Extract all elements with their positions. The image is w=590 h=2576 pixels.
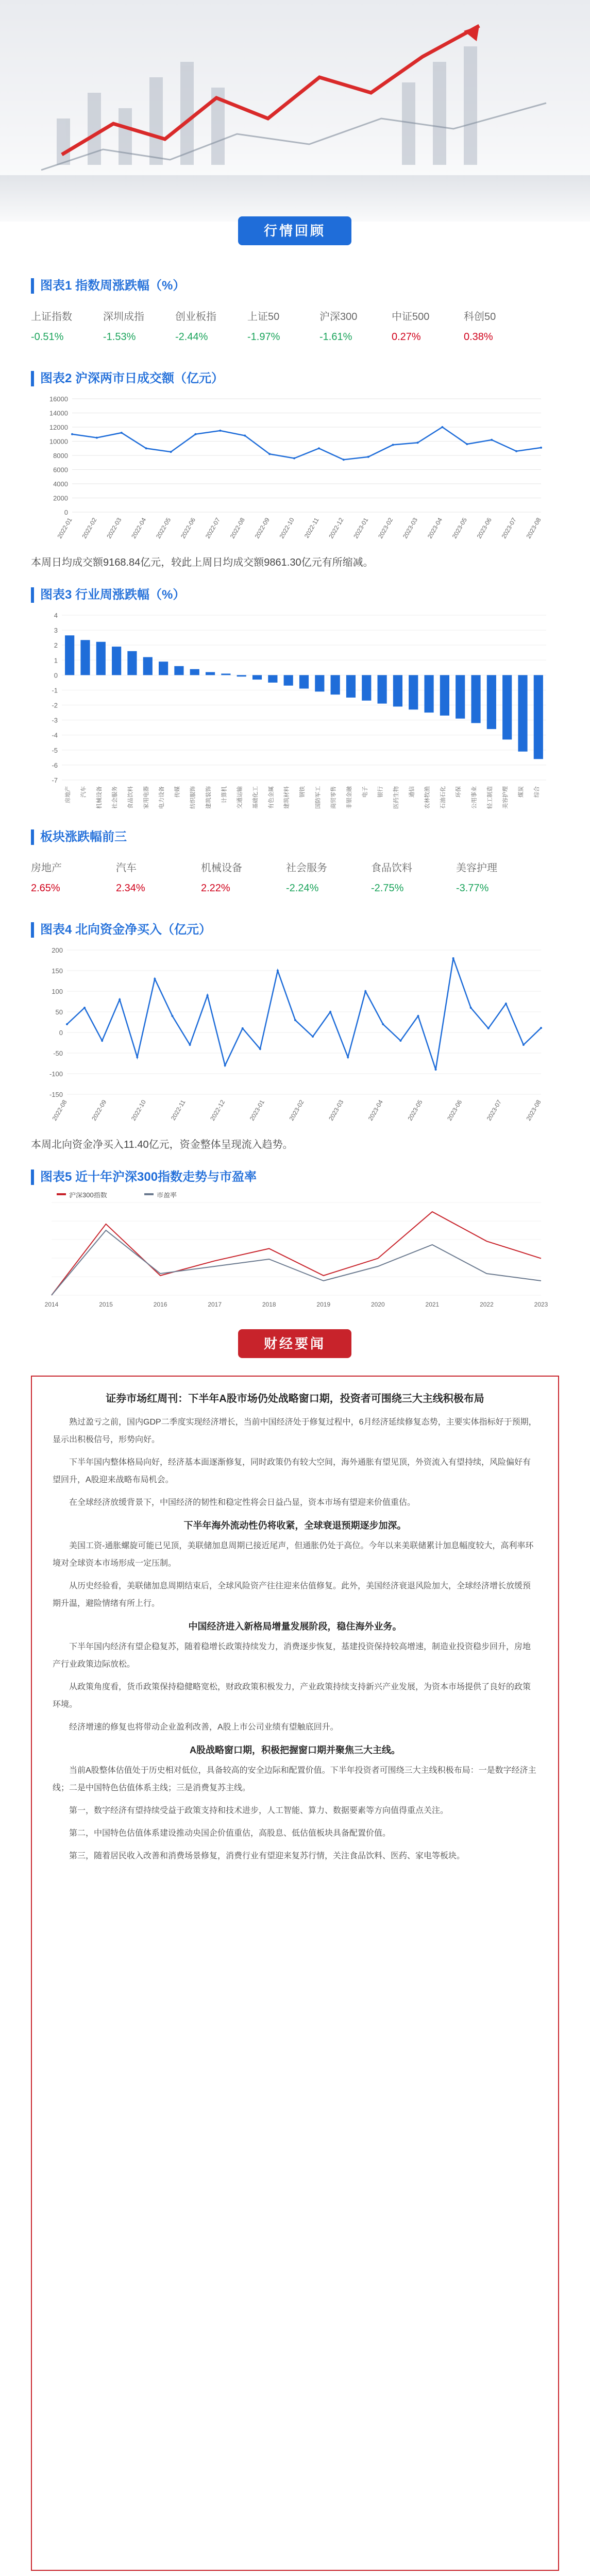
x-tick-label: 2022-01	[56, 516, 74, 540]
industry-bar	[456, 675, 465, 718]
category-label: 煤炭	[518, 786, 525, 798]
article-paragraph: 第三，随着居民收入改善和消费场景修复，消费行业有望迎来复苏行情，关注食品饮料、医药、家电等板块。	[69, 1852, 465, 1860]
x-tick-label: 2019	[316, 1301, 331, 1308]
x-tick-label: 2023-08	[525, 1098, 543, 1122]
category-label: 纺织服饰	[190, 786, 196, 809]
industry-bar	[190, 669, 199, 675]
article-paragraph: 下半年国内整体格局向好，经济基本面逐渐修复，同时政策仍有较大空间，海外通胀有望见顶，外资流入有望持续，风险偏好有望回升，A股迎来战略布局机会。	[53, 1458, 531, 1484]
industry-bar	[471, 675, 480, 723]
category-label: 非银金融	[346, 786, 352, 809]
industry-bar	[65, 635, 74, 675]
sector-value: -2.24%	[286, 883, 319, 894]
sector-table	[31, 855, 541, 899]
x-tick-label: 2023-05	[450, 516, 468, 540]
index-value: -1.61%	[319, 331, 352, 343]
x-tick-label: 2022-12	[209, 1098, 227, 1122]
industry-bar	[127, 651, 137, 675]
turnover-point	[145, 447, 147, 449]
hs300-series-line	[52, 1212, 541, 1295]
northbound-point	[399, 1040, 401, 1042]
northbound-point	[540, 1027, 542, 1029]
index-value: 0.38%	[464, 331, 493, 343]
fig5-section	[31, 1170, 559, 1318]
y-tick-label: 8000	[53, 452, 68, 460]
hs300-pe-chart	[31, 1192, 559, 1316]
x-tick-label: 2014	[44, 1301, 59, 1308]
turnover-point	[515, 450, 517, 452]
northbound-point	[66, 1023, 68, 1025]
turnover-point	[367, 456, 369, 458]
turnover-point	[293, 457, 295, 460]
y-tick-label: -100	[49, 1070, 63, 1078]
y-tick-label: 14000	[49, 409, 68, 417]
x-tick-label: 2022-11	[302, 516, 321, 539]
category-label: 家用电器	[143, 786, 149, 809]
x-tick-label: 2023-07	[500, 516, 518, 540]
fig5-title: 图表5 近十年沪深300指数走势与市盈率	[31, 1170, 559, 1185]
northbound-point	[136, 1056, 138, 1058]
y-tick-label: -1	[52, 686, 58, 694]
y-tick-label: 2	[54, 641, 58, 650]
legend-swatch	[144, 1193, 154, 1195]
x-tick-label: 2023-04	[426, 516, 444, 540]
turnover-series-line	[72, 427, 541, 460]
northbound-point	[119, 998, 121, 1001]
fig2-note: 本周日均成交额9168.84亿元，较此上周日均成交额9861.30亿元有所缩减。	[31, 557, 374, 568]
legend-label: 市盈率	[157, 1192, 177, 1199]
turnover-point	[318, 447, 320, 449]
industry-bar	[206, 672, 215, 675]
y-tick-label: 4	[54, 612, 58, 619]
y-tick-label: -5	[52, 746, 58, 754]
industry-bar	[518, 675, 527, 751]
x-tick-label: 2020	[370, 1301, 385, 1308]
article-paragraph: 熟过盈亏之前，国内GDP二季度实现经济增长，当前中国经济处于修复过程中，6月经济延续修复态势，主要实体指标好于预期，显示出积极信号，形势向好。	[53, 1418, 537, 1444]
x-tick-label: 2023-06	[446, 1098, 464, 1122]
y-tick-label: 150	[52, 967, 63, 975]
category-label: 电子	[362, 786, 368, 798]
x-tick-label: 2022-11	[169, 1098, 187, 1122]
article-paragraph: 美国工资-通胀螺旋可能已见顶，美联储加息周期已接近尾声，但通胀仍处于高位。今年以来美联储累计加息幅度较大，高利率环境对全球资本市场形成一定压制。	[53, 1541, 534, 1568]
sector-value: 2.65%	[31, 883, 60, 894]
y-tick-label: -150	[49, 1091, 63, 1098]
x-tick-label: 2021	[425, 1301, 440, 1308]
northbound-point	[505, 1003, 507, 1005]
y-tick-label: 10000	[49, 437, 68, 446]
industry-bar	[143, 657, 153, 675]
category-label: 石油石化	[440, 786, 446, 809]
article-subheading: 中国经济进入新格局增量发展阶段，稳住海外业务。	[188, 1621, 402, 1632]
sector-value: 2.22%	[201, 883, 230, 894]
y-tick-label: 3	[54, 626, 58, 635]
y-tick-label: -3	[52, 716, 58, 724]
x-tick-label: 2023-03	[327, 1098, 345, 1122]
industry-bar	[362, 675, 371, 700]
category-label: 环保	[456, 786, 462, 798]
northbound-point	[364, 990, 366, 992]
x-tick-label: 2023-02	[377, 516, 395, 540]
sector-value: -2.75%	[371, 883, 404, 894]
category-label: 电力设备	[159, 786, 165, 809]
sector-header: 汽车	[116, 862, 137, 874]
index-table	[31, 304, 536, 347]
y-tick-label: -50	[53, 1049, 63, 1057]
industry-bar	[96, 642, 106, 675]
industry-bar	[315, 675, 324, 691]
x-tick-label: 2022-08	[228, 516, 246, 540]
legend-swatch	[57, 1193, 66, 1195]
northbound-point	[417, 1015, 419, 1017]
x-tick-label: 2022-08	[50, 1098, 69, 1122]
turnover-point	[96, 437, 98, 439]
northbound-point	[294, 1019, 296, 1021]
category-label: 美容护理	[502, 786, 509, 809]
fig2-section	[31, 371, 559, 569]
index-header: 上证50	[247, 311, 280, 323]
northbound-point	[382, 1023, 384, 1025]
category-label: 钢铁	[299, 786, 306, 798]
turnover-point	[268, 453, 271, 455]
y-tick-label: 100	[52, 988, 63, 995]
category-label: 银行	[377, 786, 384, 798]
northbound-point	[224, 1064, 226, 1066]
hero-graphic	[0, 0, 590, 222]
northbound-point	[207, 994, 209, 996]
y-tick-label: 2000	[53, 494, 68, 502]
article-paragraph: 从政策角度看，货币政策保持稳健略宽松，财政政策积极发力，产业政策持续支持新兴产业发展，为资本市场提供了良好的政策环境。	[53, 1683, 531, 1709]
y-tick-label: 6000	[53, 466, 68, 474]
index-header: 上证指数	[31, 311, 72, 323]
y-tick-label: 200	[52, 946, 63, 954]
northbound-point	[329, 1011, 331, 1013]
turnover-point	[194, 433, 196, 435]
turnover-point	[417, 442, 419, 444]
category-label: 基础化工	[252, 786, 259, 809]
sector-value-row	[31, 878, 541, 899]
x-tick-label: 2022-04	[130, 516, 148, 540]
y-tick-label: 0	[59, 1029, 63, 1037]
x-tick-label: 2022-09	[90, 1098, 108, 1122]
x-tick-label: 2022-10	[278, 516, 296, 540]
x-tick-label: 2023-02	[288, 1098, 306, 1122]
northbound-point	[312, 1036, 314, 1038]
northbound-point	[83, 1007, 86, 1009]
x-tick-label: 2023-06	[475, 516, 493, 540]
sector-header: 食品饮料	[371, 862, 412, 874]
sector-header: 机械设备	[201, 862, 242, 874]
y-tick-label: -7	[52, 776, 58, 784]
x-tick-label: 2015	[99, 1301, 113, 1308]
fig4-section	[31, 922, 559, 1151]
x-tick-label: 2016	[153, 1301, 167, 1308]
northbound-point	[259, 1048, 261, 1050]
industry-bar	[393, 675, 402, 706]
y-tick-label: 4000	[53, 480, 68, 488]
northbound-point	[171, 1015, 173, 1017]
category-label: 商贸零售	[330, 786, 337, 809]
northbound-point	[189, 1044, 191, 1046]
category-label: 农林牧渔	[424, 786, 431, 809]
northbound-point	[487, 1027, 490, 1029]
x-tick-label: 2022-07	[204, 516, 222, 540]
sector-title: 板块涨跌幅前三	[31, 829, 559, 845]
x-tick-label: 2023-04	[366, 1098, 384, 1122]
index-header: 科创50	[464, 311, 496, 323]
x-tick-label: 2022-03	[105, 516, 123, 540]
y-tick-label: 50	[55, 1008, 63, 1016]
article-paragraph: 第一，数字经济有望持续受益于政策支持和技术进步，人工智能、算力、数据要素等方向值得重点关注。	[69, 1806, 449, 1815]
index-header: 中证500	[392, 311, 430, 323]
x-tick-label: 2023-08	[525, 516, 543, 540]
northbound-point	[522, 1044, 525, 1046]
index-header: 创业板指	[175, 311, 216, 323]
industry-bar	[252, 675, 262, 680]
sector-header-row	[31, 855, 541, 878]
industry-bar	[112, 647, 121, 675]
turnover-point	[170, 451, 172, 453]
industry-bar	[80, 640, 90, 675]
fig4-title: 图表4 北向资金净买入（亿元）	[31, 922, 559, 938]
industry-bar	[424, 675, 433, 713]
index-header: 沪深300	[319, 311, 358, 323]
industry-bar	[487, 675, 496, 729]
industry-bar	[237, 675, 246, 676]
turnover-point	[219, 430, 221, 432]
category-label: 国防军工	[315, 786, 322, 809]
article-paragraph: 第二，中国特色估值体系建设推动央国企价值重估，高股息、低估值板块具备配置价值。	[69, 1829, 391, 1838]
x-tick-label: 2022-06	[179, 516, 197, 540]
industry-bar-chart	[31, 610, 559, 832]
industry-bar	[268, 675, 277, 683]
sector-header: 社会服务	[286, 862, 327, 874]
y-tick-label: 0	[54, 671, 58, 680]
index-header-row	[31, 304, 536, 327]
fig3-title: 图表3 行业周涨跌幅（%）	[31, 587, 559, 603]
turnover-point	[491, 439, 493, 441]
turnover-point	[392, 444, 394, 446]
article-paragraph: 经济增速的修复也将带动企业盈利改善，A股上市公司业绩有望触底回升。	[69, 1723, 339, 1732]
northbound-point	[452, 957, 454, 959]
y-tick-label: 12000	[49, 423, 68, 431]
x-tick-label: 2022-05	[155, 516, 173, 540]
sector-header: 房地产	[31, 862, 62, 874]
article-subheading: 下半年海外流动性仍将收紧，全球衰退预期逐步加深。	[183, 1520, 407, 1531]
category-label: 食品饮料	[127, 786, 134, 809]
category-label: 交通运输	[237, 786, 243, 809]
fig1-title: 图表1 指数周涨跌幅（%）	[31, 278, 559, 294]
y-tick-label: 16000	[49, 395, 68, 403]
northbound-point	[435, 1069, 437, 1071]
northbound-point	[347, 1056, 349, 1058]
turnover-point	[244, 435, 246, 437]
industry-bar	[174, 666, 183, 675]
index-value: -2.44%	[175, 331, 208, 343]
article-paragraph: 下半年国内经济有望企稳复苏，随着稳增长政策持续发力，消费逐步恢复，基建投资保持较高增速，制造业投资稳步回升，房地产行业政策边际放松。	[53, 1642, 531, 1669]
turnover-point	[71, 433, 73, 435]
turnover-point	[466, 443, 468, 445]
y-tick-label: 1	[54, 656, 58, 665]
fig3-section	[31, 587, 559, 834]
industry-bar	[378, 675, 387, 703]
category-label: 传媒	[174, 786, 181, 798]
x-tick-label: 2023-01	[352, 516, 370, 540]
index-value: 0.27%	[392, 331, 421, 343]
y-tick-label: 0	[64, 509, 68, 516]
fig2-title: 图表2 沪深两市日成交额（亿元）	[31, 371, 559, 386]
index-value: -1.97%	[247, 331, 280, 343]
x-tick-label: 2017	[208, 1301, 222, 1308]
x-tick-label: 2022-12	[327, 516, 345, 540]
sector-section	[31, 829, 559, 899]
northbound-point	[277, 970, 279, 972]
sector-value: 2.34%	[116, 883, 145, 894]
x-tick-label: 2023-03	[401, 516, 419, 540]
pe-series-line	[52, 1230, 541, 1295]
hero-banner	[0, 0, 590, 222]
legend-label: 沪深300指数	[69, 1192, 107, 1199]
index-value: -0.51%	[31, 331, 64, 343]
category-label: 综合	[533, 786, 540, 798]
industry-bar	[346, 675, 356, 698]
x-tick-label: 2023-05	[406, 1098, 424, 1122]
y-tick-label: -4	[52, 731, 58, 739]
category-label: 有色金属	[268, 786, 275, 809]
category-label: 建筑装饰	[206, 786, 212, 809]
northbound-point	[101, 1040, 103, 1042]
category-label: 医药生物	[393, 786, 399, 809]
article-subheading: A股战略窗口期，积极把握窗口期并聚焦三大主线。	[190, 1745, 400, 1755]
industry-bar	[409, 675, 418, 709]
category-label: 汽车	[80, 786, 87, 798]
x-tick-label: 2022	[480, 1301, 494, 1308]
turnover-point	[121, 432, 123, 434]
northbound-point	[154, 978, 156, 980]
article-paragraph: 在全球经济放缓背景下，中国经济的韧性和稳定性将会日益凸显，资本市场有望迎来价值重估。	[69, 1498, 416, 1507]
turnover-point	[343, 459, 345, 461]
category-label: 计算机	[221, 786, 228, 803]
industry-bar	[502, 675, 512, 739]
sector-header: 美容护理	[456, 862, 497, 874]
x-tick-label: 2022-09	[253, 516, 271, 540]
x-tick-label: 2023-01	[248, 1098, 266, 1122]
northbound-point	[242, 1027, 244, 1029]
x-tick-label: 2022-02	[80, 516, 98, 540]
northbound-point	[470, 1007, 472, 1009]
category-label: 通信	[409, 786, 415, 798]
industry-bar	[299, 675, 309, 688]
industry-bar	[284, 675, 293, 685]
index-value: -1.53%	[103, 331, 136, 343]
industry-bar	[331, 675, 340, 694]
category-label: 轻工制造	[486, 786, 493, 809]
y-tick-label: -2	[52, 701, 58, 709]
article-title: 证券市场红周刊：下半年A股市场仍处战略窗口期，投资者可围绕三大主线积极布局	[106, 1393, 484, 1404]
northbound-line-chart	[31, 945, 559, 1130]
y-tick-label: -6	[52, 761, 58, 769]
x-tick-label: 2022-10	[129, 1098, 147, 1122]
x-tick-label: 2023	[534, 1301, 548, 1308]
fig1-section	[31, 278, 559, 347]
news-article	[31, 1376, 559, 2571]
article-paragraph: 当前A股整体估值处于历史相对低位，具备较高的安全边际和配置价值。下半年投资者可围绕三大主线积极布局：一是数字经济主线；二是中国特色估值体系主线；三是消费复苏主线。	[53, 1766, 536, 1792]
industry-bar	[159, 662, 168, 675]
category-label: 建筑材料	[283, 786, 290, 809]
x-tick-label: 2018	[262, 1301, 276, 1308]
fig4-note: 本周北向资金净买入11.40亿元，资金整体呈现流入趋势。	[31, 1139, 293, 1150]
industry-bar	[534, 675, 543, 759]
index-header: 深圳成指	[103, 311, 144, 323]
category-label: 机械设备	[96, 786, 103, 809]
turnover-point	[540, 447, 542, 449]
industry-bar	[221, 673, 230, 675]
turnover-point	[441, 426, 443, 428]
sector-value: -3.77%	[456, 883, 489, 894]
industry-bar	[440, 675, 449, 716]
section-pill-news: 财经要闻	[238, 1329, 351, 1358]
category-label: 公用事业	[471, 786, 478, 809]
category-label: 社会服务	[112, 786, 119, 809]
category-label: 房地产	[65, 786, 72, 803]
index-value-row	[31, 327, 536, 347]
turnover-line-chart	[31, 394, 559, 548]
section-pill-review: 行情回顾	[238, 216, 351, 245]
article-paragraph: 从历史经验看，美联储加息周期结束后，全球风险资产往往迎来估值修复。此外，美国经济衰退风险加大，全球经济增长放缓预期升温，避险情绪有所上行。	[53, 1582, 531, 1608]
x-tick-label: 2023-07	[485, 1098, 503, 1122]
